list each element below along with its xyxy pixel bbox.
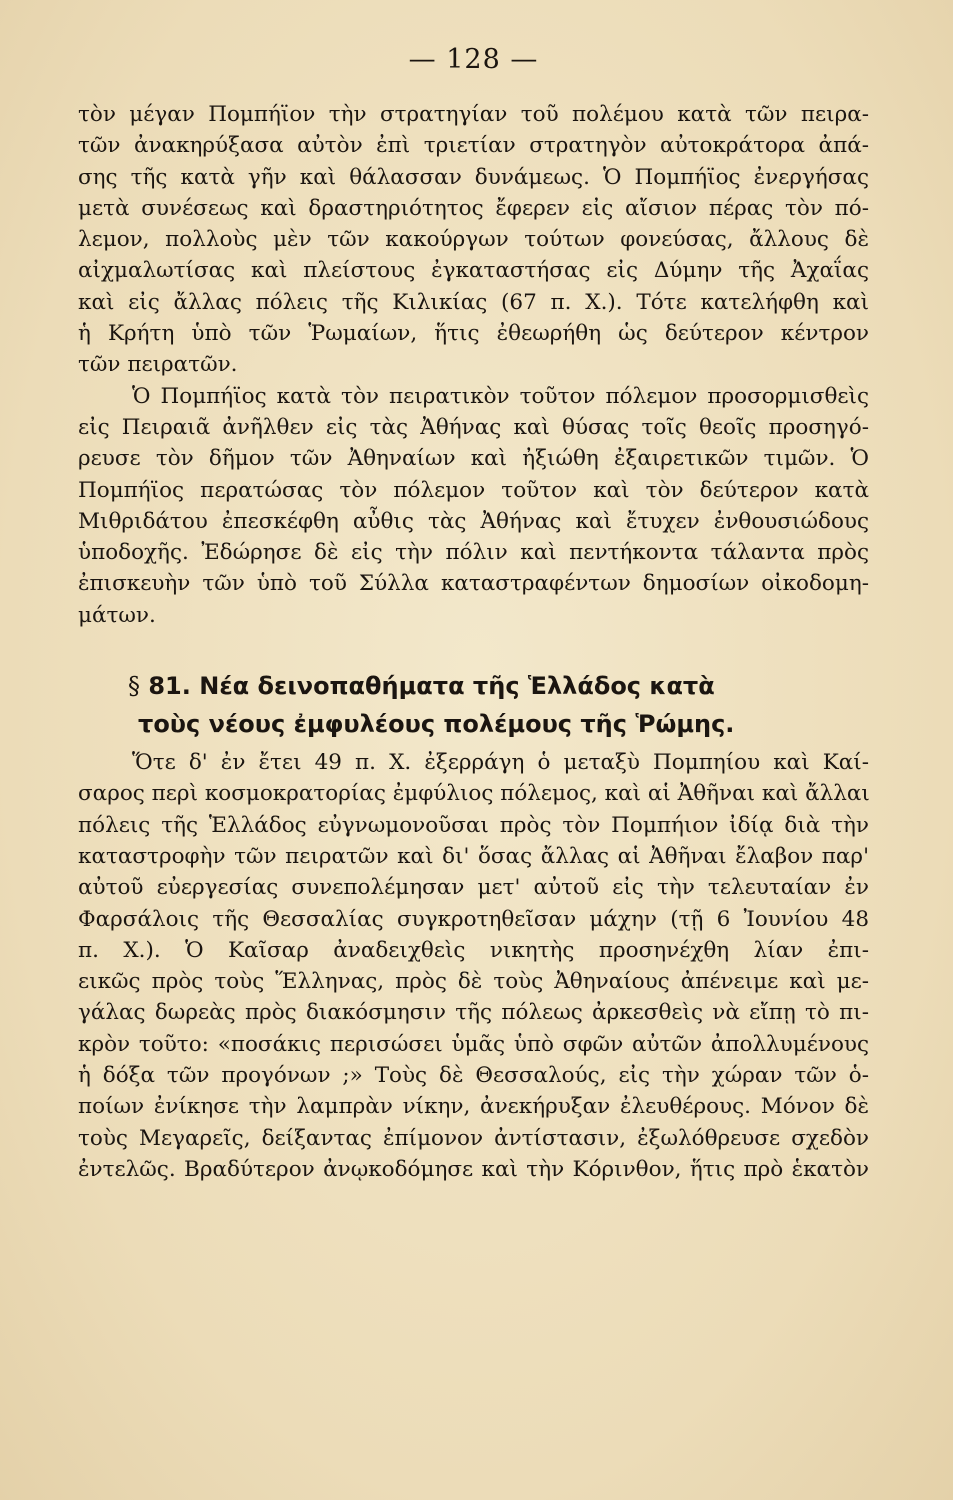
section-sign: § (128, 672, 140, 701)
section-number: 81. (148, 672, 191, 701)
text-line: αὐτοῦ εὐεργεσίας συνεπολέμησαν μετ' αὐτοῦ εἰς τὴν τελευταίαν ἐν (78, 875, 869, 901)
text-line: Μιθριδάτου ἐπεσκέφθη αὖθις τὰς Ἀθήνας καὶ ἔτυχεν ἐνθουσιώδους (78, 508, 869, 534)
section-title-1: Νέα δεινοπαθήματα τῆς Ἑλλάδος κατὰ (199, 672, 715, 701)
text-line: τῶν πειρατῶν. (78, 352, 238, 378)
text-line: ἡ Κρήτη ὑπὸ τῶν Ῥωμαίων, ἥτις ἐθεωρήθη ὡς δεύτερον κέντρον (78, 321, 869, 347)
text-line: ἐπισκευὴν τῶν ὑπὸ τοῦ Σύλλα καταστραφέντων δημοσίων οἰκοδομη- (78, 571, 869, 597)
text-line: ποίων ἐνίκησε τὴν λαμπρὰν νίκην, ἀνεκήρυξαν ἐλευθέρους. Μόνον δὲ (78, 1094, 869, 1120)
paragraph-2 (78, 381, 869, 631)
text-line: πόλεις τῆς Ἑλλάδος εὐγνωμονοῦσαι πρὸς τὸν Πομπήιον ἰδίᾳ διὰ τὴν (78, 812, 869, 838)
text-line: αἰχμαλωτίσας καὶ πλείστους ἐγκαταστήσας εἰς Δύμην τῆς Ἀχαΐας (78, 258, 869, 284)
text-line: ρευσε τὸν δῆμον τῶν Ἀθηναίων καὶ ἠξιώθη ἐξαιρετικῶν τιμῶν. Ὁ (78, 446, 869, 472)
page-number: — 128 — (408, 44, 539, 75)
text-line: σαρος περὶ κοσμοκρατορίας ἐμφύλιος πόλεμος, καὶ αἱ Ἀθῆναι καὶ ἄλλαι (78, 781, 870, 807)
paragraph-3 (78, 747, 869, 1185)
text-line: ἐντελῶς. Βραδύτερον ἀνῳκοδόμησε καὶ τὴν Κόρινθον, ἥτις πρὸ ἑκατὸν (78, 1156, 869, 1182)
section-heading (78, 667, 869, 743)
text-line: καταστροφὴν τῶν πειρατῶν καὶ δι' ὅσας ἄλλας αἱ Ἀθῆναι ἔλαβον παρ' (78, 843, 869, 869)
section-heading-line-2: τοὺς νέους ἐμφυλέους πολέμους τῆς Ῥώμης. (138, 710, 735, 739)
section-heading-line-1 (78, 667, 869, 705)
text-line: Πομπήϊος περατώσας τὸν πόλεμον τοῦτον καὶ τὸν δεύτερον κατὰ (78, 477, 869, 503)
text-line: τὸν μέγαν Πομπήϊον τὴν στρατηγίαν τοῦ πολέμου κατὰ τῶν πειρα- (78, 102, 869, 127)
text-line: κρὸν τοῦτο: «ποσάκις περισώσει ὑμᾶς ὑπὸ σφῶν αὐτῶν ἀπολλυμένους (78, 1031, 869, 1057)
text-line: εικῶς πρὸς τοὺς Ἕλληνας, πρὸς δὲ τοὺς Ἀθηναίους ἀπένειμε καὶ με- (78, 969, 869, 995)
text-line: Ὅτε δ' ἐν ἔτει 49 π. Χ. ἐξερράγη ὁ μεταξὺ Πομπηίου καὶ Καί- (132, 750, 869, 776)
text-line: εἰς Πειραιᾶ ἀνῆλθεν εἰς τὰς Ἀθήνας καὶ θύσας τοῖς θεοῖς προσηγό- (78, 414, 869, 440)
text-line: μάτων. (78, 602, 156, 628)
text-line: γάλας δωρεὰς πρὸς διακόσμησιν τῆς πόλεως ἀρκεσθεὶς νὰ εἴπῃ τὸ πι- (78, 1000, 869, 1026)
text-line: ἡ δόξα τῶν προγόνων ;» Τοὺς δὲ Θεσσαλούς, εἰς τὴν χώραν τῶν ὁ- (78, 1063, 869, 1089)
text-line: λεμον, πολλοὺς μὲν τῶν κακούργων τούτων φονεύσας, ἄλλους δὲ (78, 227, 869, 253)
text-line: καὶ εἰς ἄλλας πόλεις τῆς Κιλικίας (67 π. Χ.). Τότε κατελήφθη καὶ (78, 289, 869, 315)
paragraph-1 (78, 99, 869, 381)
text-line: τῶν ἀνακηρύξασα αὐτὸν ἐπὶ τριετίαν στρατηγὸν αὐτοκράτορα ἀπά- (78, 133, 869, 159)
text-line: τοὺς Μεγαρεῖς, δείξαντας ἐπίμονον ἀντίστασιν, ἐξωλόθρευσε σχεδὸν (78, 1125, 869, 1151)
text-line: Ὁ Πομπήϊος κατὰ τὸν πειρατικὸν τοῦτον πόλεμον προσορμισθεὶς (132, 383, 869, 409)
text-line: ὑποδοχῆς. Ἐδώρησε δὲ εἰς τὴν πόλιν καὶ πεντήκοντα τάλαντα πρὸς (78, 540, 869, 566)
text-line: π. Χ.). Ὁ Καῖσαρ ἀναδειχθεὶς νικητὴς προσηνέχθη λίαν ἐπι- (78, 937, 869, 963)
text-line: σης τῆς κατὰ γῆν καὶ θάλασσαν δυνάμεως. Ὁ Πομπήϊος ἐνεργήσας (78, 164, 869, 190)
text-line: Φαρσάλοις τῆς Θεσσαλίας συγκροτηθεῖσαν μάχην (τῇ 6 Ἰουνίου 48 (78, 906, 869, 932)
text-line: μετὰ συνέσεως καὶ δραστηριότητος ἔφερεν εἰς αἴσιον πέρας τὸν πό- (78, 195, 869, 221)
